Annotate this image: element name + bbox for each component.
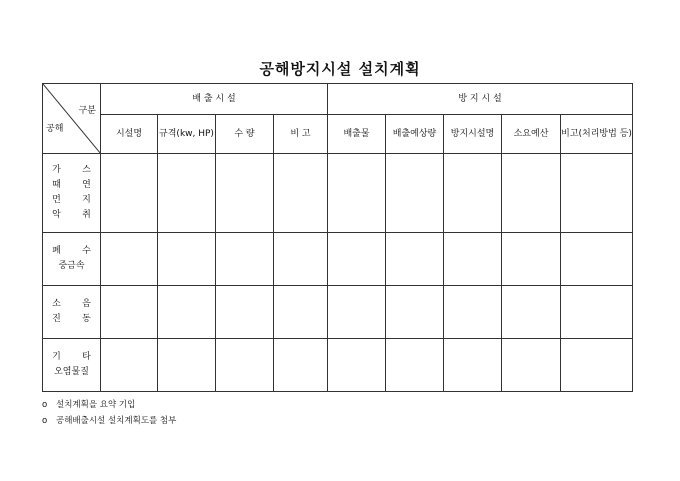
input-cell[interactable]: [216, 286, 274, 339]
input-cell[interactable]: [101, 339, 158, 392]
input-cell[interactable]: [274, 233, 328, 286]
page-title: 공해방지시설 설치계획: [259, 60, 421, 78]
row-label-noise-vibration: 소 음 진 동: [43, 286, 101, 339]
input-cell[interactable]: [386, 233, 444, 286]
input-cell[interactable]: [158, 233, 216, 286]
input-cell[interactable]: [561, 286, 633, 339]
input-cell[interactable]: [274, 154, 328, 233]
row-label-wastewater-heavy-metals: 폐 수 중금속: [43, 233, 101, 286]
diagonal-line: [43, 84, 101, 154]
bullet-circle-icon: o: [42, 416, 48, 426]
input-cell[interactable]: [386, 154, 444, 233]
input-cell[interactable]: [444, 154, 502, 233]
input-cell[interactable]: [216, 154, 274, 233]
col-header-prevention-facility-name: 방지시설명: [444, 115, 502, 154]
col-header-facility-name: 시설명: [101, 115, 158, 154]
corner-header-cell: [43, 84, 101, 154]
bullet-circle-icon: o: [42, 400, 48, 410]
input-cell[interactable]: [328, 154, 386, 233]
input-cell[interactable]: [158, 154, 216, 233]
col-header-remarks-method: 비고(처리방법 등): [561, 115, 633, 154]
pollution-prevention-plan-table: [42, 83, 633, 392]
input-cell[interactable]: [502, 339, 561, 392]
col-header-emissions: 배출물: [328, 115, 386, 154]
input-cell[interactable]: [101, 233, 158, 286]
input-cell[interactable]: [444, 339, 502, 392]
note-item: o 설치계획을 요약 기입: [42, 397, 176, 413]
header-emission-facilities: 배 출 시 설: [101, 84, 328, 115]
col-header-spec: 규격(kw, HP): [158, 115, 216, 154]
input-cell[interactable]: [561, 233, 633, 286]
col-header-remarks: 비 고: [274, 115, 328, 154]
input-cell[interactable]: [328, 339, 386, 392]
input-cell[interactable]: [158, 339, 216, 392]
input-cell[interactable]: [274, 286, 328, 339]
input-cell[interactable]: [274, 339, 328, 392]
input-cell[interactable]: [386, 286, 444, 339]
input-cell[interactable]: [502, 233, 561, 286]
input-cell[interactable]: [386, 339, 444, 392]
col-header-quantity: 수 량: [216, 115, 274, 154]
table-row: [43, 233, 633, 286]
input-cell[interactable]: [216, 233, 274, 286]
row-label-gas-soot-dust-odor: 가 스 때 연 먼 지 악 취: [43, 154, 101, 233]
input-cell[interactable]: [561, 339, 633, 392]
notes: [42, 397, 176, 429]
input-cell[interactable]: [502, 286, 561, 339]
input-cell[interactable]: [502, 154, 561, 233]
input-cell[interactable]: [328, 233, 386, 286]
note-item: o 공해배출시설 설치계획도를 첨부: [42, 413, 176, 429]
header-gonghae: 공해: [46, 124, 64, 134]
col-header-budget: 소요예산: [502, 115, 561, 154]
input-cell[interactable]: [101, 286, 158, 339]
table-row: [43, 154, 633, 233]
input-cell[interactable]: [444, 286, 502, 339]
input-cell[interactable]: [158, 286, 216, 339]
table-row: [43, 339, 633, 392]
col-header-expected-emission: 배출예상량: [386, 115, 444, 154]
input-cell[interactable]: [216, 339, 274, 392]
input-cell[interactable]: [561, 154, 633, 233]
input-cell[interactable]: [101, 154, 158, 233]
header-prevention-facilities: 방 지 시 설: [328, 84, 633, 115]
input-cell[interactable]: [328, 286, 386, 339]
table-row: [43, 286, 633, 339]
row-label-other-pollutants: 기 타 오염물질: [43, 339, 101, 392]
input-cell[interactable]: [444, 233, 502, 286]
header-gubun: 구분: [78, 106, 96, 116]
